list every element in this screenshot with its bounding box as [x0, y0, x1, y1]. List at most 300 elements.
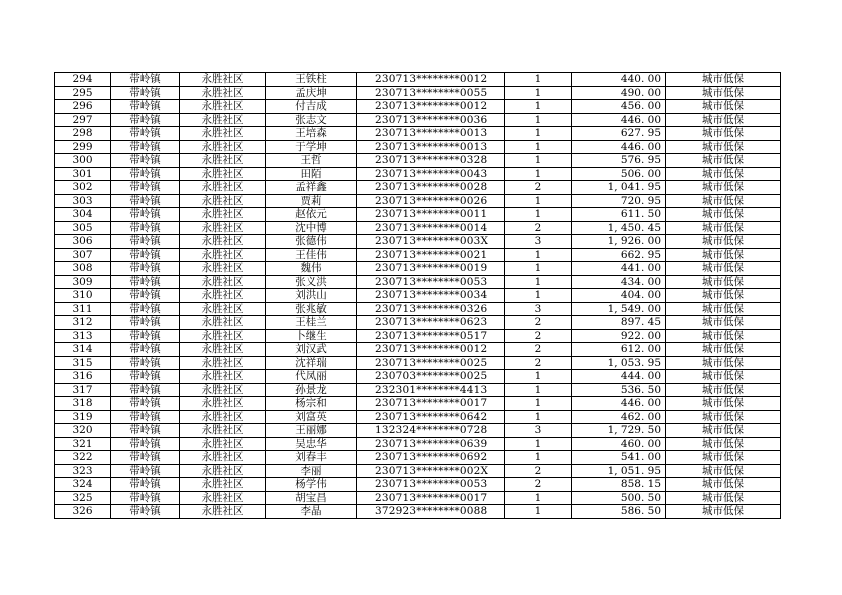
amount-cell: 441. 00 — [572, 262, 666, 276]
amount-cell: 586. 50 — [572, 505, 666, 519]
row-number-cell: 318 — [55, 397, 111, 411]
household-size-cell: 1 — [505, 154, 572, 168]
row-number-cell: 297 — [55, 113, 111, 127]
id-number-cell: 230713********0012 — [357, 343, 505, 357]
town-cell: 带岭镇 — [111, 140, 180, 154]
town-cell: 带岭镇 — [111, 262, 180, 276]
town-cell: 带岭镇 — [111, 478, 180, 492]
row-number-cell: 307 — [55, 248, 111, 262]
household-size-cell: 1 — [505, 275, 572, 289]
household-size-cell: 3 — [505, 235, 572, 249]
table-row — [55, 113, 781, 127]
household-size-cell: 2 — [505, 343, 572, 357]
category-cell: 城市低保 — [666, 275, 781, 289]
table-row — [55, 221, 781, 235]
community-cell: 永胜社区 — [180, 451, 266, 465]
household-size-cell: 1 — [505, 383, 572, 397]
community-cell: 永胜社区 — [180, 356, 266, 370]
household-size-cell: 1 — [505, 113, 572, 127]
town-cell: 带岭镇 — [111, 73, 180, 87]
table-row — [55, 356, 781, 370]
household-size-cell: 1 — [505, 370, 572, 384]
name-cell: 张德伟 — [266, 235, 357, 249]
town-cell: 带岭镇 — [111, 329, 180, 343]
community-cell: 永胜社区 — [180, 221, 266, 235]
category-cell: 城市低保 — [666, 505, 781, 519]
name-cell: 沈中博 — [266, 221, 357, 235]
id-number-cell: 230713********0036 — [357, 113, 505, 127]
id-number-cell: 230703********0025 — [357, 370, 505, 384]
category-cell: 城市低保 — [666, 235, 781, 249]
id-number-cell: 230713********0017 — [357, 397, 505, 411]
household-size-cell: 2 — [505, 221, 572, 235]
row-number-cell: 326 — [55, 505, 111, 519]
category-cell: 城市低保 — [666, 262, 781, 276]
amount-cell: 446. 00 — [572, 113, 666, 127]
row-number-cell: 308 — [55, 262, 111, 276]
amount-cell: 456. 00 — [572, 100, 666, 114]
name-cell: 孟祥鑫 — [266, 181, 357, 195]
id-number-cell: 230713********0013 — [357, 140, 505, 154]
amount-cell: 720. 95 — [572, 194, 666, 208]
row-number-cell: 295 — [55, 86, 111, 100]
category-cell: 城市低保 — [666, 208, 781, 222]
category-cell: 城市低保 — [666, 451, 781, 465]
table-row — [55, 478, 781, 492]
household-size-cell: 2 — [505, 464, 572, 478]
household-size-cell: 1 — [505, 505, 572, 519]
town-cell: 带岭镇 — [111, 248, 180, 262]
id-number-cell: 230713********003X — [357, 235, 505, 249]
household-size-cell: 2 — [505, 329, 572, 343]
row-number-cell: 309 — [55, 275, 111, 289]
id-number-cell: 230713********0012 — [357, 100, 505, 114]
row-number-cell: 305 — [55, 221, 111, 235]
table-row — [55, 181, 781, 195]
category-cell: 城市低保 — [666, 86, 781, 100]
name-cell: 王哲 — [266, 154, 357, 168]
household-size-cell: 1 — [505, 262, 572, 276]
roster-table — [54, 72, 781, 519]
row-number-cell: 310 — [55, 289, 111, 303]
amount-cell: 1, 926. 00 — [572, 235, 666, 249]
town-cell: 带岭镇 — [111, 316, 180, 330]
amount-cell: 500. 50 — [572, 491, 666, 505]
name-cell: 刘洪山 — [266, 289, 357, 303]
community-cell: 永胜社区 — [180, 100, 266, 114]
community-cell: 永胜社区 — [180, 235, 266, 249]
id-number-cell: 230713********0021 — [357, 248, 505, 262]
name-cell: 于学坤 — [266, 140, 357, 154]
table-row — [55, 194, 781, 208]
community-cell: 永胜社区 — [180, 478, 266, 492]
table-row — [55, 167, 781, 181]
household-size-cell: 1 — [505, 289, 572, 303]
id-number-cell: 230713********0026 — [357, 194, 505, 208]
household-size-cell: 1 — [505, 167, 572, 181]
id-number-cell: 230713********0692 — [357, 451, 505, 465]
amount-cell: 440. 00 — [572, 73, 666, 87]
table-row — [55, 140, 781, 154]
roster-table-body — [55, 73, 781, 519]
table-row — [55, 262, 781, 276]
community-cell: 永胜社区 — [180, 491, 266, 505]
id-number-cell: 232301********4413 — [357, 383, 505, 397]
town-cell: 带岭镇 — [111, 167, 180, 181]
name-cell: 付吉成 — [266, 100, 357, 114]
community-cell: 永胜社区 — [180, 370, 266, 384]
community-cell: 永胜社区 — [180, 383, 266, 397]
category-cell: 城市低保 — [666, 181, 781, 195]
name-cell: 孟庆坤 — [266, 86, 357, 100]
amount-cell: 611. 50 — [572, 208, 666, 222]
id-number-cell: 230713********0517 — [357, 329, 505, 343]
id-number-cell: 230713********0642 — [357, 410, 505, 424]
amount-cell: 506. 00 — [572, 167, 666, 181]
community-cell: 永胜社区 — [180, 424, 266, 438]
community-cell: 永胜社区 — [180, 343, 266, 357]
amount-cell: 1, 729. 50 — [572, 424, 666, 438]
category-cell: 城市低保 — [666, 491, 781, 505]
town-cell: 带岭镇 — [111, 397, 180, 411]
row-number-cell: 320 — [55, 424, 111, 438]
town-cell: 带岭镇 — [111, 370, 180, 384]
table-row — [55, 329, 781, 343]
name-cell: 刘富英 — [266, 410, 357, 424]
community-cell: 永胜社区 — [180, 437, 266, 451]
town-cell: 带岭镇 — [111, 343, 180, 357]
amount-cell: 460. 00 — [572, 437, 666, 451]
row-number-cell: 325 — [55, 491, 111, 505]
table-row — [55, 73, 781, 87]
table-row — [55, 316, 781, 330]
community-cell: 永胜社区 — [180, 302, 266, 316]
category-cell: 城市低保 — [666, 424, 781, 438]
household-size-cell: 1 — [505, 100, 572, 114]
name-cell: 代凤丽 — [266, 370, 357, 384]
name-cell: 李丽 — [266, 464, 357, 478]
town-cell: 带岭镇 — [111, 437, 180, 451]
row-number-cell: 321 — [55, 437, 111, 451]
category-cell: 城市低保 — [666, 383, 781, 397]
table-row — [55, 491, 781, 505]
name-cell: 刘春丰 — [266, 451, 357, 465]
town-cell: 带岭镇 — [111, 491, 180, 505]
category-cell: 城市低保 — [666, 356, 781, 370]
household-size-cell: 2 — [505, 356, 572, 370]
amount-cell: 446. 00 — [572, 397, 666, 411]
table-row — [55, 208, 781, 222]
table-row — [55, 437, 781, 451]
amount-cell: 1, 053. 95 — [572, 356, 666, 370]
town-cell: 带岭镇 — [111, 100, 180, 114]
table-row — [55, 86, 781, 100]
row-number-cell: 302 — [55, 181, 111, 195]
amount-cell: 897. 45 — [572, 316, 666, 330]
amount-cell: 627. 95 — [572, 127, 666, 141]
name-cell: 张兆敏 — [266, 302, 357, 316]
community-cell: 永胜社区 — [180, 275, 266, 289]
table-row — [55, 343, 781, 357]
community-cell: 永胜社区 — [180, 316, 266, 330]
town-cell: 带岭镇 — [111, 154, 180, 168]
town-cell: 带岭镇 — [111, 208, 180, 222]
category-cell: 城市低保 — [666, 154, 781, 168]
town-cell: 带岭镇 — [111, 181, 180, 195]
town-cell: 带岭镇 — [111, 451, 180, 465]
row-number-cell: 294 — [55, 73, 111, 87]
category-cell: 城市低保 — [666, 370, 781, 384]
category-cell: 城市低保 — [666, 140, 781, 154]
roster-sheet — [54, 72, 781, 519]
town-cell: 带岭镇 — [111, 221, 180, 235]
town-cell: 带岭镇 — [111, 356, 180, 370]
town-cell: 带岭镇 — [111, 113, 180, 127]
name-cell: 田陌 — [266, 167, 357, 181]
table-row — [55, 235, 781, 249]
category-cell: 城市低保 — [666, 167, 781, 181]
household-size-cell: 1 — [505, 194, 572, 208]
community-cell: 永胜社区 — [180, 329, 266, 343]
category-cell: 城市低保 — [666, 289, 781, 303]
community-cell: 永胜社区 — [180, 181, 266, 195]
household-size-cell: 1 — [505, 397, 572, 411]
town-cell: 带岭镇 — [111, 424, 180, 438]
name-cell: 王培森 — [266, 127, 357, 141]
table-row — [55, 505, 781, 519]
id-number-cell: 372923********0088 — [357, 505, 505, 519]
id-number-cell: 230713********0012 — [357, 73, 505, 87]
community-cell: 永胜社区 — [180, 167, 266, 181]
row-number-cell: 296 — [55, 100, 111, 114]
name-cell: 魏伟 — [266, 262, 357, 276]
amount-cell: 922. 00 — [572, 329, 666, 343]
community-cell: 永胜社区 — [180, 194, 266, 208]
table-row — [55, 424, 781, 438]
category-cell: 城市低保 — [666, 478, 781, 492]
id-number-cell: 230713********0025 — [357, 356, 505, 370]
row-number-cell: 299 — [55, 140, 111, 154]
household-size-cell: 2 — [505, 181, 572, 195]
amount-cell: 858. 15 — [572, 478, 666, 492]
household-size-cell: 1 — [505, 86, 572, 100]
household-size-cell: 1 — [505, 248, 572, 262]
table-row — [55, 275, 781, 289]
amount-cell: 434. 00 — [572, 275, 666, 289]
amount-cell: 612. 00 — [572, 343, 666, 357]
community-cell: 永胜社区 — [180, 410, 266, 424]
community-cell: 永胜社区 — [180, 140, 266, 154]
row-number-cell: 317 — [55, 383, 111, 397]
category-cell: 城市低保 — [666, 437, 781, 451]
row-number-cell: 319 — [55, 410, 111, 424]
table-row — [55, 451, 781, 465]
category-cell: 城市低保 — [666, 343, 781, 357]
community-cell: 永胜社区 — [180, 154, 266, 168]
household-size-cell: 2 — [505, 478, 572, 492]
amount-cell: 1, 041. 95 — [572, 181, 666, 195]
id-number-cell: 230713********0328 — [357, 154, 505, 168]
name-cell: 孙景龙 — [266, 383, 357, 397]
town-cell: 带岭镇 — [111, 127, 180, 141]
id-number-cell: 230713********0639 — [357, 437, 505, 451]
household-size-cell: 1 — [505, 140, 572, 154]
household-size-cell: 1 — [505, 491, 572, 505]
row-number-cell: 315 — [55, 356, 111, 370]
id-number-cell: 230713********0014 — [357, 221, 505, 235]
name-cell: 卜继生 — [266, 329, 357, 343]
community-cell: 永胜社区 — [180, 397, 266, 411]
town-cell: 带岭镇 — [111, 235, 180, 249]
town-cell: 带岭镇 — [111, 86, 180, 100]
category-cell: 城市低保 — [666, 221, 781, 235]
id-number-cell: 230713********0011 — [357, 208, 505, 222]
town-cell: 带岭镇 — [111, 410, 180, 424]
household-size-cell: 1 — [505, 410, 572, 424]
amount-cell: 1, 051. 95 — [572, 464, 666, 478]
row-number-cell: 311 — [55, 302, 111, 316]
household-size-cell: 1 — [505, 437, 572, 451]
amount-cell: 536. 50 — [572, 383, 666, 397]
community-cell: 永胜社区 — [180, 505, 266, 519]
category-cell: 城市低保 — [666, 397, 781, 411]
amount-cell: 446. 00 — [572, 140, 666, 154]
name-cell: 杨宗和 — [266, 397, 357, 411]
id-number-cell: 132324********0728 — [357, 424, 505, 438]
community-cell: 永胜社区 — [180, 248, 266, 262]
row-number-cell: 322 — [55, 451, 111, 465]
table-row — [55, 248, 781, 262]
row-number-cell: 306 — [55, 235, 111, 249]
table-row — [55, 464, 781, 478]
row-number-cell: 324 — [55, 478, 111, 492]
id-number-cell: 230713********0028 — [357, 181, 505, 195]
category-cell: 城市低保 — [666, 100, 781, 114]
name-cell: 贾莉 — [266, 194, 357, 208]
town-cell: 带岭镇 — [111, 194, 180, 208]
id-number-cell: 230713********0326 — [357, 302, 505, 316]
amount-cell: 444. 00 — [572, 370, 666, 384]
category-cell: 城市低保 — [666, 464, 781, 478]
town-cell: 带岭镇 — [111, 464, 180, 478]
community-cell: 永胜社区 — [180, 262, 266, 276]
household-size-cell: 1 — [505, 73, 572, 87]
id-number-cell: 230713********0055 — [357, 86, 505, 100]
row-number-cell: 316 — [55, 370, 111, 384]
id-number-cell: 230713********0623 — [357, 316, 505, 330]
row-number-cell: 303 — [55, 194, 111, 208]
category-cell: 城市低保 — [666, 127, 781, 141]
table-row — [55, 127, 781, 141]
category-cell: 城市低保 — [666, 73, 781, 87]
id-number-cell: 230713********0017 — [357, 491, 505, 505]
town-cell: 带岭镇 — [111, 302, 180, 316]
category-cell: 城市低保 — [666, 248, 781, 262]
row-number-cell: 300 — [55, 154, 111, 168]
household-size-cell: 3 — [505, 302, 572, 316]
name-cell: 胡宝昌 — [266, 491, 357, 505]
name-cell: 王铁柱 — [266, 73, 357, 87]
category-cell: 城市低保 — [666, 194, 781, 208]
row-number-cell: 313 — [55, 329, 111, 343]
amount-cell: 1, 549. 00 — [572, 302, 666, 316]
row-number-cell: 301 — [55, 167, 111, 181]
name-cell: 刘汉武 — [266, 343, 357, 357]
household-size-cell: 2 — [505, 316, 572, 330]
name-cell: 王丽娜 — [266, 424, 357, 438]
category-cell: 城市低保 — [666, 302, 781, 316]
name-cell: 吴忠华 — [266, 437, 357, 451]
community-cell: 永胜社区 — [180, 127, 266, 141]
community-cell: 永胜社区 — [180, 464, 266, 478]
category-cell: 城市低保 — [666, 410, 781, 424]
name-cell: 杨学伟 — [266, 478, 357, 492]
row-number-cell: 298 — [55, 127, 111, 141]
table-row — [55, 100, 781, 114]
community-cell: 永胜社区 — [180, 289, 266, 303]
id-number-cell: 230713********0034 — [357, 289, 505, 303]
table-row — [55, 289, 781, 303]
community-cell: 永胜社区 — [180, 113, 266, 127]
name-cell: 王桂兰 — [266, 316, 357, 330]
amount-cell: 404. 00 — [572, 289, 666, 303]
table-row — [55, 370, 781, 384]
amount-cell: 490. 00 — [572, 86, 666, 100]
household-size-cell: 1 — [505, 451, 572, 465]
id-number-cell: 230713********0053 — [357, 275, 505, 289]
id-number-cell: 230713********002X — [357, 464, 505, 478]
household-size-cell: 3 — [505, 424, 572, 438]
amount-cell: 662. 95 — [572, 248, 666, 262]
town-cell: 带岭镇 — [111, 383, 180, 397]
row-number-cell: 314 — [55, 343, 111, 357]
category-cell: 城市低保 — [666, 329, 781, 343]
category-cell: 城市低保 — [666, 316, 781, 330]
table-row — [55, 383, 781, 397]
amount-cell: 462. 00 — [572, 410, 666, 424]
name-cell: 李晶 — [266, 505, 357, 519]
id-number-cell: 230713********0019 — [357, 262, 505, 276]
town-cell: 带岭镇 — [111, 275, 180, 289]
id-number-cell: 230713********0013 — [357, 127, 505, 141]
household-size-cell: 1 — [505, 208, 572, 222]
id-number-cell: 230713********0043 — [357, 167, 505, 181]
community-cell: 永胜社区 — [180, 73, 266, 87]
name-cell: 王佳伟 — [266, 248, 357, 262]
row-number-cell: 312 — [55, 316, 111, 330]
amount-cell: 576. 95 — [572, 154, 666, 168]
name-cell: 张义洪 — [266, 275, 357, 289]
row-number-cell: 323 — [55, 464, 111, 478]
row-number-cell: 304 — [55, 208, 111, 222]
name-cell: 赵依元 — [266, 208, 357, 222]
table-row — [55, 302, 781, 316]
table-row — [55, 410, 781, 424]
table-row — [55, 154, 781, 168]
household-size-cell: 1 — [505, 127, 572, 141]
name-cell: 张志文 — [266, 113, 357, 127]
community-cell: 永胜社区 — [180, 208, 266, 222]
amount-cell: 1, 450. 45 — [572, 221, 666, 235]
name-cell: 沈祥瑞 — [266, 356, 357, 370]
amount-cell: 541. 00 — [572, 451, 666, 465]
table-row — [55, 397, 781, 411]
community-cell: 永胜社区 — [180, 86, 266, 100]
id-number-cell: 230713********0053 — [357, 478, 505, 492]
category-cell: 城市低保 — [666, 113, 781, 127]
town-cell: 带岭镇 — [111, 505, 180, 519]
town-cell: 带岭镇 — [111, 289, 180, 303]
